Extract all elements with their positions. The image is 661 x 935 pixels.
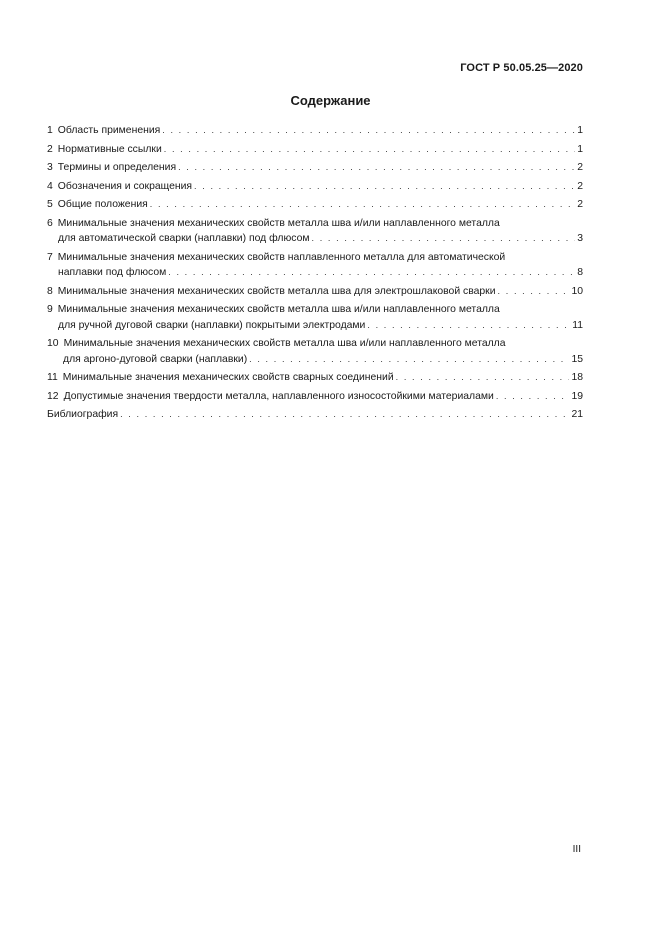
toc-entry-text: Минимальные значения механических свойств наплавленного металла для автоматической (57, 251, 506, 263)
toc-entry-number: 12 (47, 390, 59, 402)
toc-entry-page: 3 (577, 233, 583, 244)
table-of-contents (47, 123, 583, 426)
page-number: III (572, 844, 581, 855)
toc-entry-text: Нормативные ссылки (57, 143, 162, 155)
toc-entry-text: Минимальные значения механических свойств металла шва для электрошлаковой сварки (57, 285, 496, 297)
toc-title: Содержание (290, 93, 371, 108)
toc-entry-text-continued: для ручной дуговой сварки (наплавки) покрытыми электродами (58, 319, 366, 331)
toc-entry-page: 8 (577, 267, 583, 278)
toc-entry-text: Допустимые значения твердости металла, наплавленного износостойкими материалами (63, 390, 494, 402)
toc-entry-text: Область применения (57, 125, 161, 136)
toc-entry-page: 11 (572, 319, 583, 331)
toc-entry-text: Библиография (47, 409, 119, 420)
toc-entry-number: 7 (47, 251, 53, 263)
toc-entry-text: Минимальные значения механических свойств металла шва и/или наплавленного металла (57, 217, 500, 229)
toc-entry-page: 19 (571, 390, 583, 402)
dot-leader (168, 265, 575, 281)
toc-entry-4[interactable] (47, 179, 583, 195)
dot-leader (396, 370, 570, 386)
dot-leader (312, 231, 576, 247)
dot-leader (162, 123, 575, 139)
toc-entry-number: 2 (47, 143, 53, 155)
toc-entry-1[interactable] (47, 123, 583, 139)
dot-leader (496, 389, 570, 405)
toc-entry-number: 3 (47, 162, 53, 173)
toc-entry-page: 18 (571, 372, 583, 383)
document-code: ГОСТ Р 50.05.25—2020 (460, 62, 583, 74)
dot-leader (178, 160, 575, 176)
toc-entry-page: 2 (577, 180, 583, 192)
toc-entry-number: 9 (47, 304, 53, 315)
toc-entry-number: 6 (47, 217, 53, 229)
toc-entry-9[interactable] (47, 302, 583, 333)
toc-entry-text: Минимальные значения механических свойств сварных соединений (62, 372, 394, 383)
toc-entry-text: Минимальные значения механических свойств металла шва и/или наплавленного металла (63, 338, 506, 349)
dot-leader (120, 407, 569, 423)
toc-entry-3[interactable] (47, 160, 583, 176)
toc-entry-number: 5 (47, 199, 53, 210)
toc-entry-page: 2 (577, 162, 583, 173)
dot-leader (164, 142, 575, 158)
toc-entry-page: 21 (571, 409, 583, 420)
toc-entry-text-continued: для аргоно-дуговой сварки (наплавки) (63, 353, 248, 365)
dot-leader (194, 179, 575, 195)
toc-entry-6[interactable] (47, 216, 583, 247)
dot-leader (498, 284, 570, 300)
toc-entry-12[interactable] (47, 389, 583, 405)
toc-entry-text-continued: для автоматической сварки (наплавки) под флюсом (58, 233, 310, 244)
toc-entry-11[interactable] (47, 370, 583, 386)
toc-entry-page: 15 (571, 353, 583, 365)
toc-entry-page: 10 (571, 285, 583, 297)
toc-entry-text: Термины и определения (57, 162, 177, 173)
toc-entry-number: 10 (47, 338, 59, 349)
toc-entry-number: 4 (47, 180, 53, 192)
dot-leader (367, 318, 570, 334)
toc-entry-2[interactable] (47, 142, 583, 158)
toc-entry-text: Общие положения (57, 199, 148, 210)
toc-entry-number: 11 (47, 372, 58, 383)
toc-entry-10[interactable] (47, 336, 583, 367)
toc-entry-page: 2 (577, 199, 583, 210)
toc-entry-text: Обозначения и сокращения (57, 180, 193, 192)
toc-entry-bibliography[interactable] (47, 407, 583, 423)
toc-entry-text: Минимальные значения механических свойств металла шва и/или наплавленного металла (57, 304, 500, 315)
toc-entry-7[interactable] (47, 250, 583, 281)
toc-entry-5[interactable] (47, 197, 583, 213)
toc-entry-number: 8 (47, 285, 53, 297)
toc-entry-number: 1 (47, 125, 53, 136)
toc-entry-8[interactable] (47, 284, 583, 300)
toc-entry-page: 1 (577, 125, 583, 136)
dot-leader (150, 197, 575, 213)
toc-entry-text-continued: наплавки под флюсом (58, 267, 167, 278)
dot-leader (249, 352, 569, 368)
toc-entry-page: 1 (577, 143, 583, 155)
